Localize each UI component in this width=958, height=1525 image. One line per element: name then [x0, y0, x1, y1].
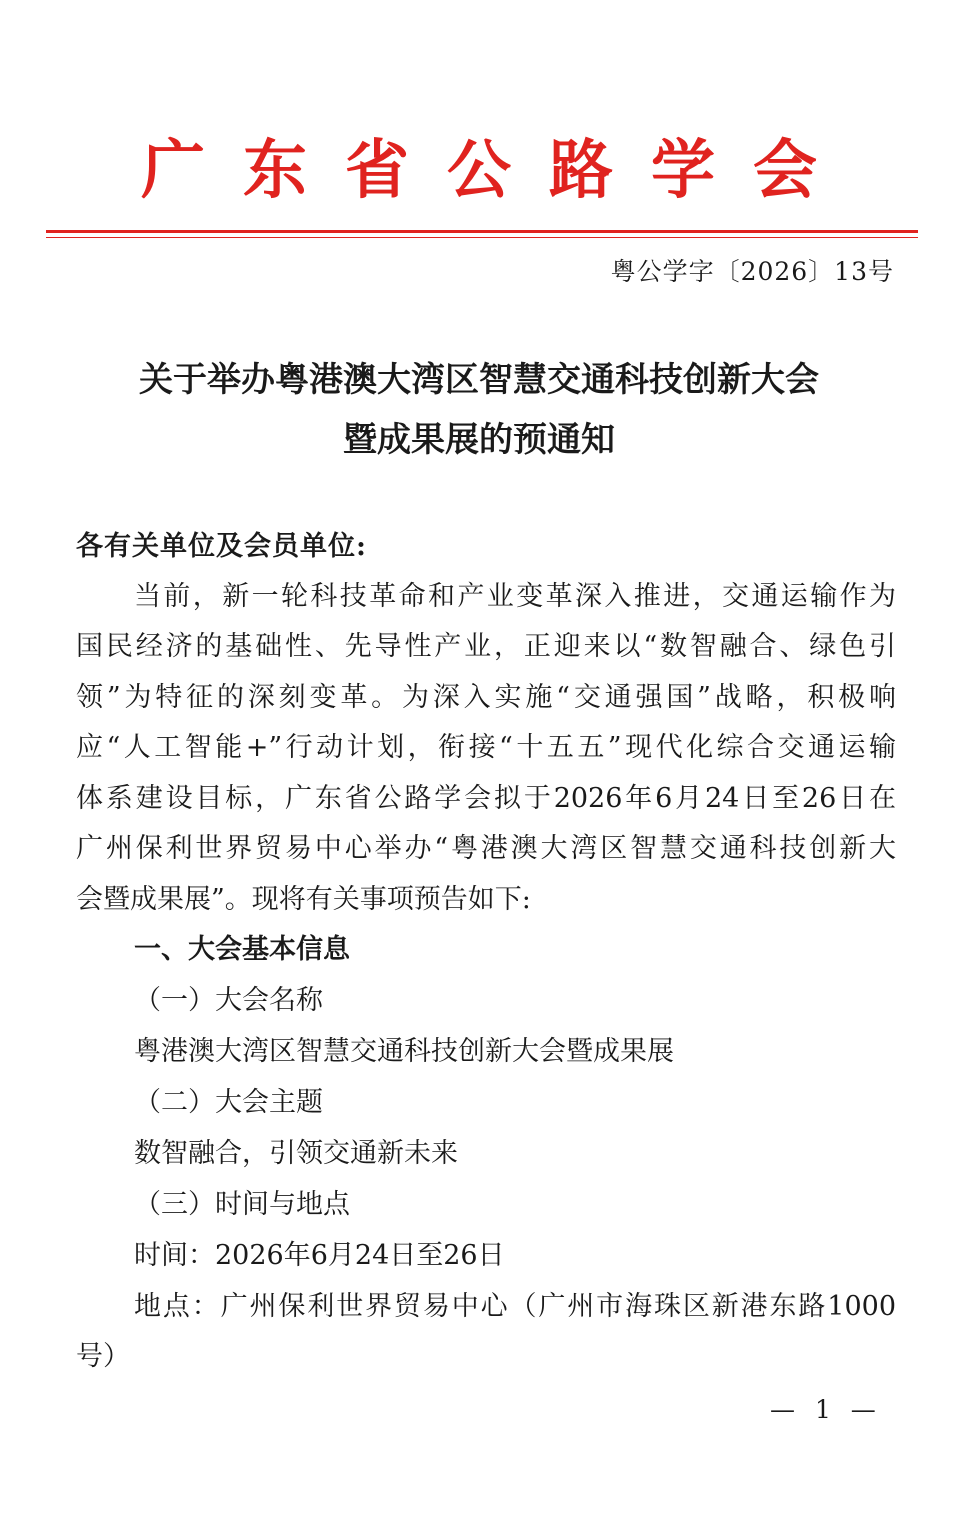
organization-header: 广东省公路学会 [141, 133, 855, 208]
body-line: 当前，新一轮科技革命和产业变革深入推进，交通运输作为 [134, 581, 896, 612]
body-line: 应“人工智能+”行动计划，衔接“十五五”现代化综合交通运输 [76, 732, 896, 763]
conference-place: 地点：广州保利世界贸易中心（广州市海珠区新港东路1000 [134, 1291, 896, 1322]
document-title-line-1: 关于举办粤港澳大湾区智慧交通科技创新大会 [139, 360, 819, 400]
header-divider-thin [46, 237, 918, 238]
body-line: 会暨成果展”。现将有关事项预告如下: [76, 884, 531, 915]
body-line: 领”为特征的深刻变革。为深入实施“交通强国”战略，积极响 [76, 682, 896, 713]
body-line: 体系建设目标，广东省公路学会拟于2026年6月24日至26日在 [76, 783, 896, 814]
body-line: 国民经济的基础性、先导性产业，正迎来以“数智融合、绿色引 [76, 631, 896, 662]
subsection-label: （二）大会主题 [134, 1087, 323, 1118]
subsection-label: （一）大会名称 [134, 985, 323, 1016]
document-number: 粤公学字〔2026〕13号 [610, 257, 894, 286]
body-line: 广州保利世界贸易中心举办“粤港澳大湾区智慧交通科技创新大 [76, 833, 896, 864]
header-divider-thick [46, 230, 918, 233]
salutation: 各有关单位及会员单位: [76, 531, 367, 562]
page-number: — 1 — [770, 1395, 882, 1424]
conference-time: 时间：2026年6月24日至26日 [134, 1240, 505, 1271]
document-title-line-2: 暨成果展的预通知 [343, 420, 615, 460]
subsection-label: （三）时间与地点 [134, 1189, 350, 1220]
conference-theme: 数智融合，引领交通新未来 [134, 1138, 458, 1169]
conference-place-continued: 号） [76, 1341, 130, 1372]
section-heading: 一、大会基本信息 [134, 934, 350, 965]
conference-name: 粤港澳大湾区智慧交通科技创新大会暨成果展 [134, 1036, 674, 1067]
